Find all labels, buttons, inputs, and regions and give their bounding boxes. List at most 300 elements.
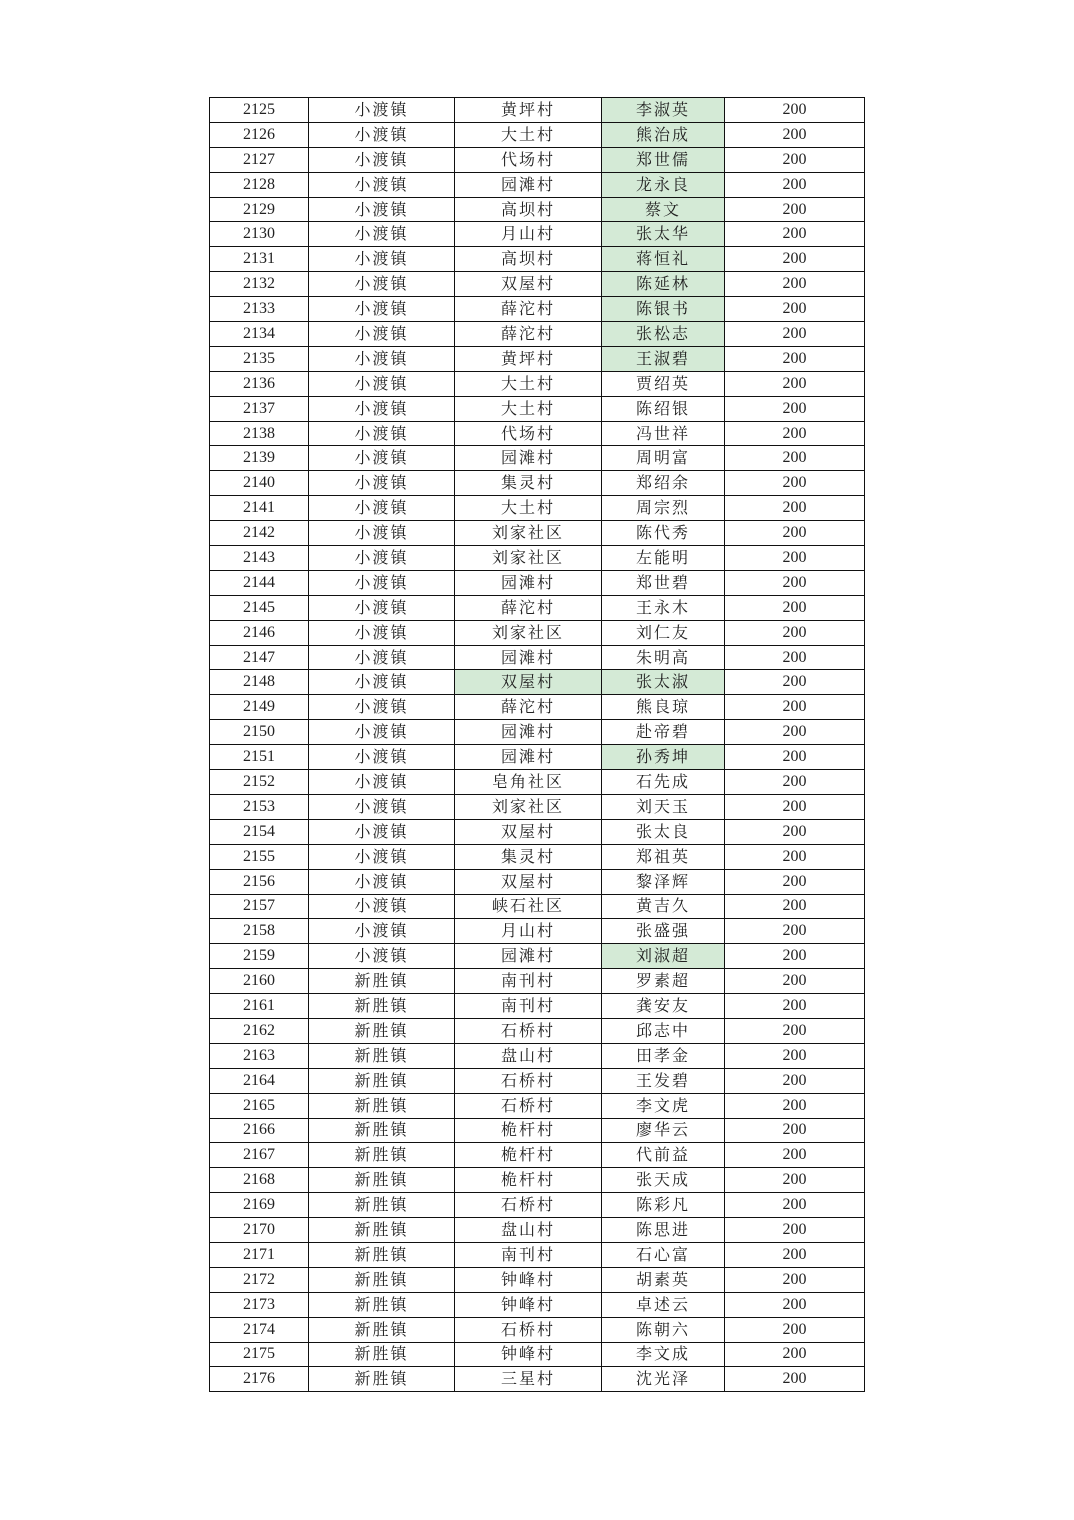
cell-town: 小渡镇 (309, 346, 455, 371)
cell-amount: 200 (725, 745, 865, 770)
cell-town: 小渡镇 (309, 222, 455, 247)
cell-number: 2129 (210, 197, 309, 222)
cell-town: 小渡镇 (309, 844, 455, 869)
cell-village: 钟峰村 (455, 1267, 602, 1292)
cell-name: 陈延林 (602, 272, 725, 297)
table-row (210, 994, 865, 1019)
cell-amount: 200 (725, 869, 865, 894)
cell-amount: 200 (725, 1342, 865, 1367)
cell-number: 2160 (210, 969, 309, 994)
cell-number: 2161 (210, 994, 309, 1019)
cell-town: 小渡镇 (309, 197, 455, 222)
cell-town: 新胜镇 (309, 1168, 455, 1193)
cell-name: 胡素英 (602, 1267, 725, 1292)
cell-amount: 200 (725, 645, 865, 670)
cell-town: 小渡镇 (309, 546, 455, 571)
cell-amount: 200 (725, 695, 865, 720)
table-row (210, 297, 865, 322)
cell-amount: 200 (725, 595, 865, 620)
cell-number: 2131 (210, 247, 309, 272)
cell-name: 冯世祥 (602, 421, 725, 446)
table-body (210, 98, 865, 1392)
cell-amount: 200 (725, 521, 865, 546)
cell-village: 南刊村 (455, 994, 602, 1019)
cell-amount: 200 (725, 122, 865, 147)
cell-number: 2147 (210, 645, 309, 670)
cell-name: 石先成 (602, 770, 725, 795)
table-row (210, 745, 865, 770)
table-row (210, 421, 865, 446)
cell-village: 大土村 (455, 496, 602, 521)
cell-town: 新胜镇 (309, 1193, 455, 1218)
cell-town: 小渡镇 (309, 620, 455, 645)
cell-name: 张太良 (602, 819, 725, 844)
cell-name: 陈代秀 (602, 521, 725, 546)
cell-name: 陈思进 (602, 1218, 725, 1243)
cell-number: 2153 (210, 794, 309, 819)
cell-name: 黎泽辉 (602, 869, 725, 894)
cell-village: 大土村 (455, 122, 602, 147)
table-row (210, 595, 865, 620)
cell-town: 小渡镇 (309, 794, 455, 819)
cell-town: 小渡镇 (309, 147, 455, 172)
cell-number: 2141 (210, 496, 309, 521)
cell-amount: 200 (725, 894, 865, 919)
table-row (210, 371, 865, 396)
cell-town: 小渡镇 (309, 122, 455, 147)
cell-name: 廖华云 (602, 1118, 725, 1143)
table-row (210, 322, 865, 347)
cell-number: 2167 (210, 1143, 309, 1168)
table-row (210, 471, 865, 496)
cell-name: 蒋恒礼 (602, 247, 725, 272)
cell-name: 孙秀坤 (602, 745, 725, 770)
cell-village: 园滩村 (455, 720, 602, 745)
cell-village: 石桥村 (455, 1193, 602, 1218)
table-row (210, 1143, 865, 1168)
table-row (210, 98, 865, 123)
table-row (210, 720, 865, 745)
cell-number: 2142 (210, 521, 309, 546)
cell-number: 2166 (210, 1118, 309, 1143)
cell-amount: 200 (725, 496, 865, 521)
cell-village: 薛沱村 (455, 322, 602, 347)
table-row (210, 695, 865, 720)
cell-town: 新胜镇 (309, 1242, 455, 1267)
cell-town: 小渡镇 (309, 869, 455, 894)
cell-amount: 200 (725, 720, 865, 745)
cell-name: 熊治成 (602, 122, 725, 147)
cell-amount: 200 (725, 1292, 865, 1317)
table-row (210, 1342, 865, 1367)
cell-number: 2133 (210, 297, 309, 322)
table-row (210, 247, 865, 272)
cell-town: 新胜镇 (309, 1118, 455, 1143)
cell-name: 王发碧 (602, 1068, 725, 1093)
table-row (210, 1068, 865, 1093)
cell-number: 2139 (210, 446, 309, 471)
table-row (210, 919, 865, 944)
cell-name: 陈绍银 (602, 396, 725, 421)
cell-town: 小渡镇 (309, 272, 455, 297)
cell-town: 小渡镇 (309, 645, 455, 670)
cell-village: 石桥村 (455, 1018, 602, 1043)
cell-number: 2126 (210, 122, 309, 147)
cell-number: 2165 (210, 1093, 309, 1118)
table-row (210, 147, 865, 172)
table-row (210, 969, 865, 994)
cell-amount: 200 (725, 1143, 865, 1168)
cell-town: 新胜镇 (309, 1342, 455, 1367)
cell-village: 大土村 (455, 371, 602, 396)
cell-name: 龙永良 (602, 172, 725, 197)
cell-number: 2143 (210, 546, 309, 571)
cell-amount: 200 (725, 1367, 865, 1392)
cell-number: 2173 (210, 1292, 309, 1317)
cell-amount: 200 (725, 620, 865, 645)
cell-town: 新胜镇 (309, 1093, 455, 1118)
table-row (210, 1093, 865, 1118)
cell-town: 小渡镇 (309, 172, 455, 197)
table-row (210, 1193, 865, 1218)
cell-number: 2127 (210, 147, 309, 172)
cell-village: 皂角社区 (455, 770, 602, 795)
cell-amount: 200 (725, 446, 865, 471)
cell-amount: 200 (725, 994, 865, 1019)
cell-village: 月山村 (455, 919, 602, 944)
cell-town: 小渡镇 (309, 446, 455, 471)
cell-name: 田孝金 (602, 1043, 725, 1068)
cell-village: 集灵村 (455, 471, 602, 496)
cell-amount: 200 (725, 1317, 865, 1342)
cell-number: 2125 (210, 98, 309, 123)
table-row (210, 546, 865, 571)
cell-amount: 200 (725, 1118, 865, 1143)
cell-amount: 200 (725, 670, 865, 695)
cell-number: 2150 (210, 720, 309, 745)
cell-name: 赴帝碧 (602, 720, 725, 745)
cell-name: 黄吉久 (602, 894, 725, 919)
cell-town: 新胜镇 (309, 1317, 455, 1342)
cell-village: 高坝村 (455, 247, 602, 272)
table-row (210, 570, 865, 595)
cell-number: 2146 (210, 620, 309, 645)
cell-amount: 200 (725, 172, 865, 197)
table-row (210, 1218, 865, 1243)
cell-name: 郑祖英 (602, 844, 725, 869)
cell-town: 新胜镇 (309, 1292, 455, 1317)
cell-town: 新胜镇 (309, 1218, 455, 1243)
cell-town: 新胜镇 (309, 1367, 455, 1392)
cell-number: 2170 (210, 1218, 309, 1243)
cell-name: 左能明 (602, 546, 725, 571)
cell-amount: 200 (725, 147, 865, 172)
cell-village: 大土村 (455, 396, 602, 421)
cell-town: 小渡镇 (309, 322, 455, 347)
cell-town: 小渡镇 (309, 297, 455, 322)
cell-village: 石桥村 (455, 1093, 602, 1118)
cell-town: 小渡镇 (309, 720, 455, 745)
cell-village: 园滩村 (455, 172, 602, 197)
cell-name: 石心富 (602, 1242, 725, 1267)
cell-town: 小渡镇 (309, 894, 455, 919)
cell-name: 陈银书 (602, 297, 725, 322)
cell-village: 园滩村 (455, 570, 602, 595)
cell-number: 2134 (210, 322, 309, 347)
table-row (210, 1242, 865, 1267)
cell-village: 集灵村 (455, 844, 602, 869)
cell-town: 小渡镇 (309, 421, 455, 446)
table-row (210, 1367, 865, 1392)
cell-name: 朱明高 (602, 645, 725, 670)
cell-name: 代前益 (602, 1143, 725, 1168)
cell-name: 李文虎 (602, 1093, 725, 1118)
cell-village: 峡石社区 (455, 894, 602, 919)
cell-number: 2136 (210, 371, 309, 396)
table-row (210, 620, 865, 645)
table-row (210, 1043, 865, 1068)
cell-number: 2145 (210, 595, 309, 620)
cell-name: 刘天玉 (602, 794, 725, 819)
table-row (210, 1267, 865, 1292)
cell-name: 周明富 (602, 446, 725, 471)
cell-village: 高坝村 (455, 197, 602, 222)
cell-amount: 200 (725, 1193, 865, 1218)
cell-name: 贾绍英 (602, 371, 725, 396)
cell-name: 陈朝六 (602, 1317, 725, 1342)
cell-number: 2162 (210, 1018, 309, 1043)
cell-amount: 200 (725, 844, 865, 869)
cell-number: 2159 (210, 944, 309, 969)
cell-name: 刘淑超 (602, 944, 725, 969)
cell-village: 薛沱村 (455, 595, 602, 620)
cell-amount: 200 (725, 1267, 865, 1292)
cell-number: 2140 (210, 471, 309, 496)
cell-village: 园滩村 (455, 745, 602, 770)
cell-amount: 200 (725, 1218, 865, 1243)
cell-name: 张天成 (602, 1168, 725, 1193)
cell-village: 三星村 (455, 1367, 602, 1392)
cell-town: 新胜镇 (309, 1267, 455, 1292)
cell-village: 钟峰村 (455, 1292, 602, 1317)
cell-number: 2168 (210, 1168, 309, 1193)
table-row (210, 670, 865, 695)
cell-name: 蔡文 (602, 197, 725, 222)
cell-town: 小渡镇 (309, 919, 455, 944)
table-row (210, 172, 865, 197)
table-row (210, 1292, 865, 1317)
cell-town: 小渡镇 (309, 695, 455, 720)
cell-amount: 200 (725, 346, 865, 371)
cell-name: 郑世碧 (602, 570, 725, 595)
cell-name: 李文成 (602, 1342, 725, 1367)
cell-name: 龚安友 (602, 994, 725, 1019)
table-row (210, 1118, 865, 1143)
table-row (210, 346, 865, 371)
cell-name: 罗素超 (602, 969, 725, 994)
table-row (210, 894, 865, 919)
cell-town: 小渡镇 (309, 371, 455, 396)
cell-amount: 200 (725, 197, 865, 222)
cell-number: 2158 (210, 919, 309, 944)
cell-village: 双屋村 (455, 670, 602, 695)
cell-town: 小渡镇 (309, 745, 455, 770)
cell-name: 郑世儒 (602, 147, 725, 172)
cell-village: 钟峰村 (455, 1342, 602, 1367)
cell-village: 薛沱村 (455, 297, 602, 322)
table-row (210, 122, 865, 147)
cell-amount: 200 (725, 1043, 865, 1068)
table-row (210, 222, 865, 247)
cell-name: 张松志 (602, 322, 725, 347)
cell-number: 2156 (210, 869, 309, 894)
cell-amount: 200 (725, 247, 865, 272)
cell-village: 薛沱村 (455, 695, 602, 720)
beneficiary-table (209, 97, 865, 1392)
cell-village: 双屋村 (455, 869, 602, 894)
cell-village: 刘家社区 (455, 546, 602, 571)
cell-village: 石桥村 (455, 1317, 602, 1342)
cell-name: 王淑碧 (602, 346, 725, 371)
cell-town: 小渡镇 (309, 595, 455, 620)
cell-number: 2149 (210, 695, 309, 720)
cell-amount: 200 (725, 770, 865, 795)
cell-town: 小渡镇 (309, 819, 455, 844)
cell-name: 张太淑 (602, 670, 725, 695)
cell-town: 小渡镇 (309, 770, 455, 795)
cell-name: 郑绍余 (602, 471, 725, 496)
cell-name: 张太华 (602, 222, 725, 247)
cell-number: 2176 (210, 1367, 309, 1392)
cell-number: 2164 (210, 1068, 309, 1093)
cell-village: 园滩村 (455, 645, 602, 670)
cell-amount: 200 (725, 969, 865, 994)
table-row (210, 794, 865, 819)
cell-village: 盘山村 (455, 1043, 602, 1068)
cell-name: 卓述云 (602, 1292, 725, 1317)
cell-village: 桅杆村 (455, 1168, 602, 1193)
cell-amount: 200 (725, 819, 865, 844)
cell-amount: 200 (725, 297, 865, 322)
cell-number: 2151 (210, 745, 309, 770)
cell-village: 黄坪村 (455, 98, 602, 123)
cell-town: 小渡镇 (309, 521, 455, 546)
table-row (210, 645, 865, 670)
cell-amount: 200 (725, 1242, 865, 1267)
cell-number: 2152 (210, 770, 309, 795)
table-row (210, 496, 865, 521)
cell-town: 新胜镇 (309, 969, 455, 994)
cell-town: 小渡镇 (309, 471, 455, 496)
cell-town: 小渡镇 (309, 670, 455, 695)
cell-village: 园滩村 (455, 944, 602, 969)
cell-name: 刘仁友 (602, 620, 725, 645)
table-row (210, 1168, 865, 1193)
cell-amount: 200 (725, 944, 865, 969)
cell-number: 2175 (210, 1342, 309, 1367)
cell-village: 刘家社区 (455, 521, 602, 546)
cell-village: 月山村 (455, 222, 602, 247)
cell-village: 桅杆村 (455, 1118, 602, 1143)
cell-village: 黄坪村 (455, 346, 602, 371)
cell-town: 小渡镇 (309, 396, 455, 421)
cell-village: 南刊村 (455, 969, 602, 994)
cell-village: 石桥村 (455, 1068, 602, 1093)
cell-amount: 200 (725, 396, 865, 421)
cell-number: 2144 (210, 570, 309, 595)
cell-name: 熊良琼 (602, 695, 725, 720)
cell-village: 盘山村 (455, 1218, 602, 1243)
table-row (210, 446, 865, 471)
cell-village: 南刊村 (455, 1242, 602, 1267)
table-row (210, 819, 865, 844)
cell-amount: 200 (725, 1068, 865, 1093)
cell-town: 新胜镇 (309, 1043, 455, 1068)
cell-amount: 200 (725, 546, 865, 571)
table-row (210, 396, 865, 421)
cell-number: 2128 (210, 172, 309, 197)
cell-number: 2138 (210, 421, 309, 446)
table-row (210, 770, 865, 795)
cell-town: 新胜镇 (309, 994, 455, 1019)
cell-name: 邱志中 (602, 1018, 725, 1043)
table-row (210, 869, 865, 894)
cell-name: 王永木 (602, 595, 725, 620)
cell-amount: 200 (725, 272, 865, 297)
cell-number: 2169 (210, 1193, 309, 1218)
cell-number: 2155 (210, 844, 309, 869)
cell-amount: 200 (725, 1093, 865, 1118)
cell-number: 2163 (210, 1043, 309, 1068)
cell-town: 小渡镇 (309, 944, 455, 969)
cell-village: 双屋村 (455, 819, 602, 844)
cell-amount: 200 (725, 98, 865, 123)
cell-amount: 200 (725, 570, 865, 595)
cell-amount: 200 (725, 1018, 865, 1043)
cell-name: 李淑英 (602, 98, 725, 123)
cell-number: 2135 (210, 346, 309, 371)
cell-number: 2154 (210, 819, 309, 844)
cell-village: 刘家社区 (455, 794, 602, 819)
cell-town: 新胜镇 (309, 1018, 455, 1043)
cell-number: 2172 (210, 1267, 309, 1292)
cell-village: 园滩村 (455, 446, 602, 471)
cell-village: 刘家社区 (455, 620, 602, 645)
cell-number: 2130 (210, 222, 309, 247)
table-row (210, 1018, 865, 1043)
cell-amount: 200 (725, 222, 865, 247)
cell-amount: 200 (725, 471, 865, 496)
cell-amount: 200 (725, 1168, 865, 1193)
cell-town: 小渡镇 (309, 98, 455, 123)
cell-amount: 200 (725, 919, 865, 944)
cell-village: 桅杆村 (455, 1143, 602, 1168)
cell-number: 2148 (210, 670, 309, 695)
cell-name: 张盛强 (602, 919, 725, 944)
cell-village: 双屋村 (455, 272, 602, 297)
table-row (210, 844, 865, 869)
cell-number: 2171 (210, 1242, 309, 1267)
table-row (210, 521, 865, 546)
cell-amount: 200 (725, 371, 865, 396)
cell-town: 小渡镇 (309, 247, 455, 272)
cell-name: 陈彩凡 (602, 1193, 725, 1218)
cell-number: 2174 (210, 1317, 309, 1342)
table-row (210, 197, 865, 222)
cell-number: 2137 (210, 396, 309, 421)
cell-town: 新胜镇 (309, 1068, 455, 1093)
cell-amount: 200 (725, 322, 865, 347)
